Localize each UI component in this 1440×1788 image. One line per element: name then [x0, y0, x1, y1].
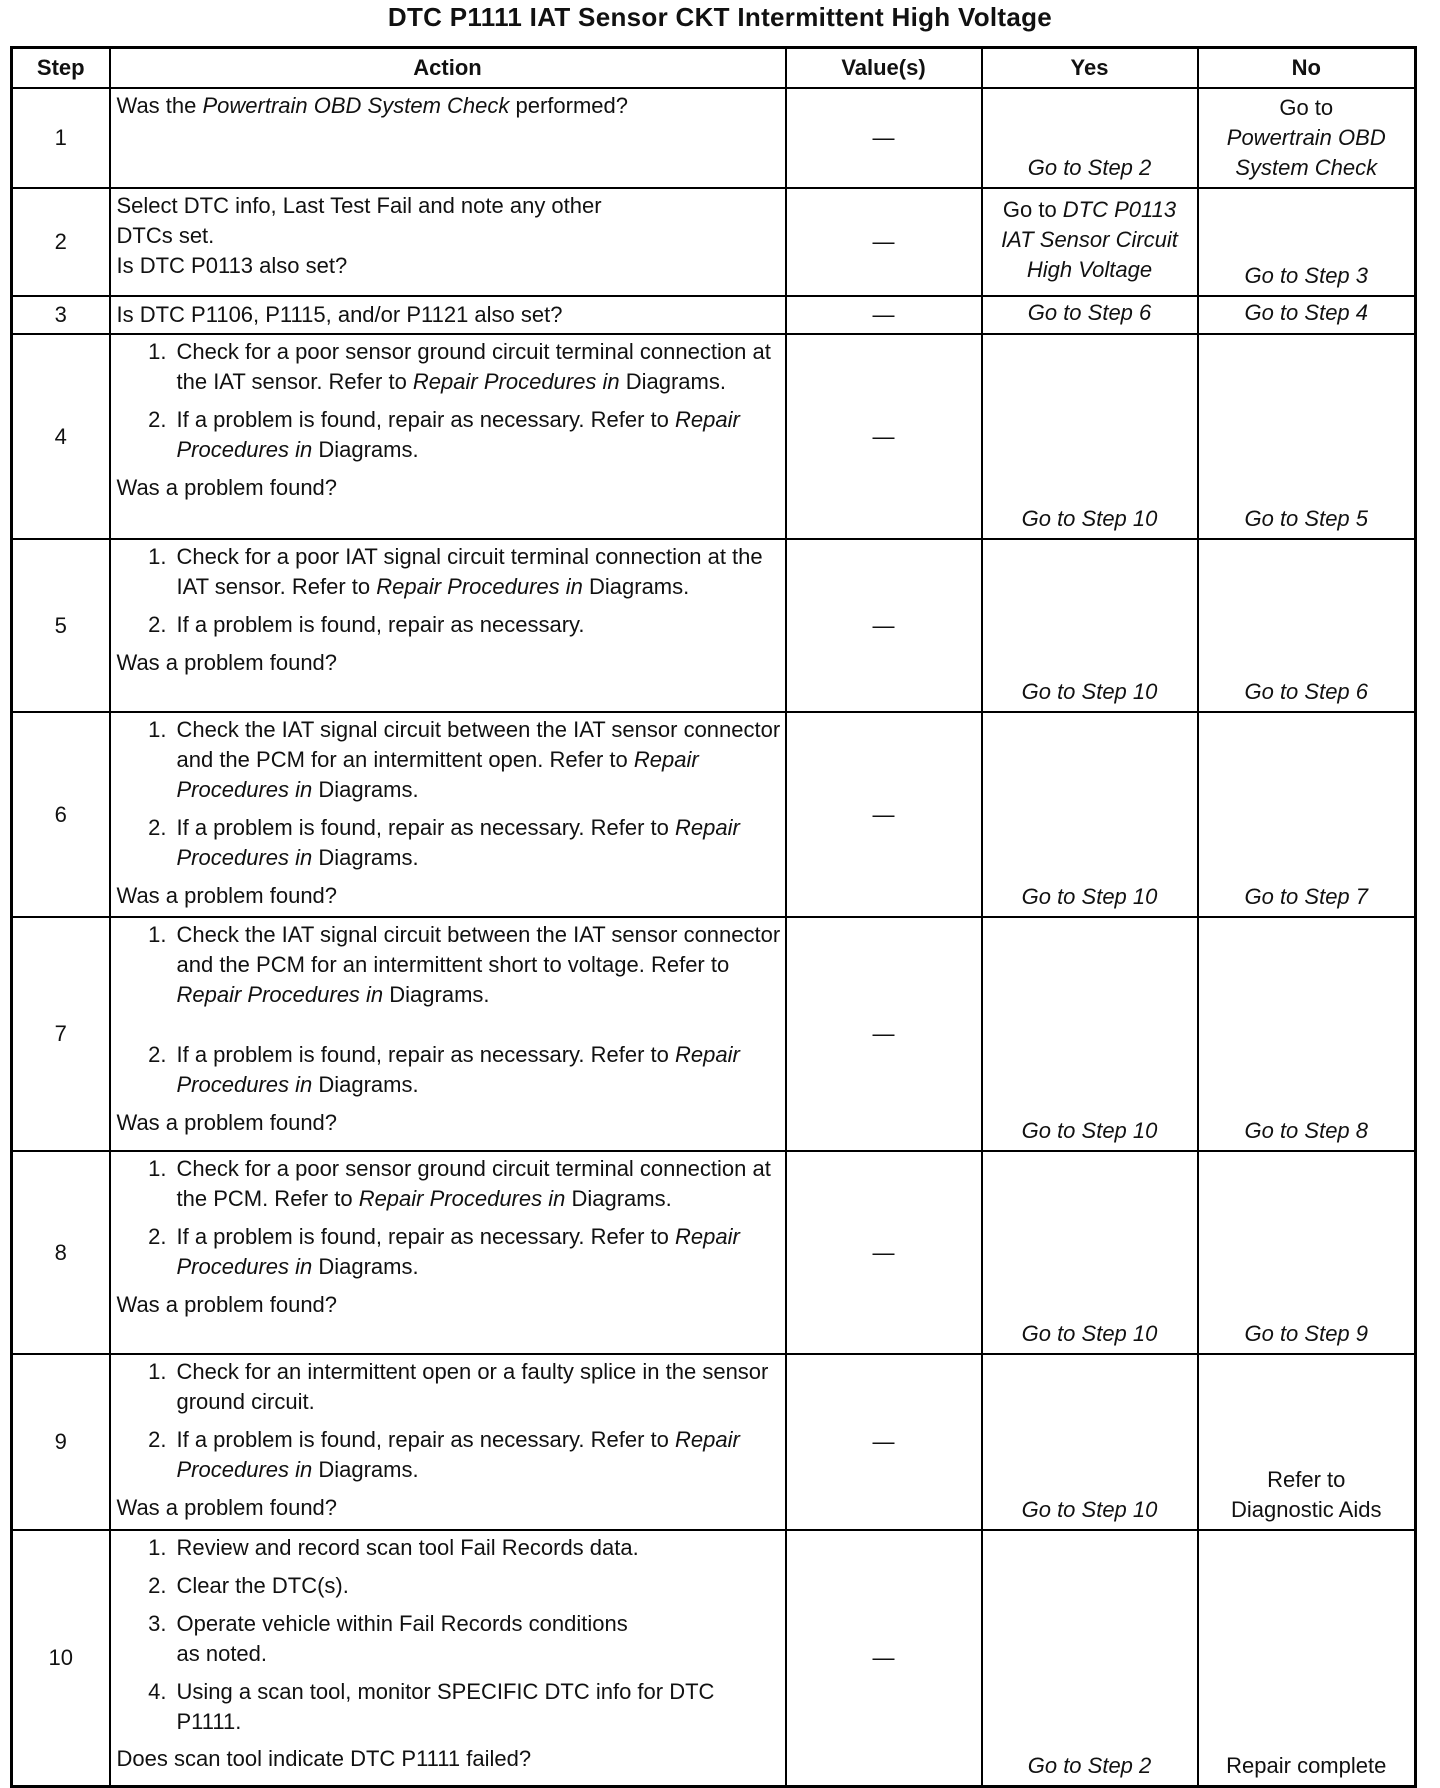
value-cell: — — [786, 1530, 982, 1786]
action-text: DTCs set. — [116, 222, 215, 248]
value-cell: — — [786, 188, 982, 296]
list-item: 2. If a problem is found, repair as necessary. Refer to Repair Procedures in Diagrams. — [148, 1426, 740, 1482]
table-row — [12, 1354, 1416, 1530]
no-cell: Go to Step 8 — [1198, 917, 1416, 1151]
table-row — [12, 88, 1416, 188]
header-yes: Yes — [982, 48, 1198, 89]
question-text: Was a problem found? — [116, 1291, 338, 1317]
list-item: 1. Check the IAT signal circuit between the IAT sensor connector and the PCM for an intermittent short to voltage. Refer to Repair Procedures in Diagrams. — [148, 922, 781, 1007]
no-line: Diagnostic Aids — [1231, 1497, 1382, 1523]
step-number: 8 — [12, 1151, 110, 1354]
step-number: 4 — [12, 334, 110, 539]
header-no: No — [1198, 48, 1416, 89]
action-text: Was the — [116, 93, 203, 118]
yes-cell: Go to Step 10 — [982, 334, 1198, 539]
no-line: Refer to — [1267, 1467, 1346, 1493]
no-cell: Go to Step 3 — [1198, 188, 1416, 296]
question-text: Was a problem found? — [116, 649, 338, 675]
action-cell — [110, 334, 786, 539]
table-row — [12, 1151, 1416, 1354]
step-number: 7 — [12, 917, 110, 1151]
value-cell: — — [786, 1354, 982, 1530]
question-text: Was a problem found? — [116, 474, 338, 500]
no-line: Powertrain OBD — [1226, 125, 1386, 151]
yes-prefix: Go to — [1002, 197, 1063, 223]
value-cell: — — [786, 539, 982, 712]
no-cell: Repair complete — [1198, 1530, 1416, 1786]
action-list — [117, 1357, 781, 1485]
no-cell: Go to Step 5 — [1198, 334, 1416, 539]
question-text: Was a problem found? — [116, 882, 338, 908]
table-row — [12, 296, 1416, 334]
list-item: 1. Check for a poor sensor ground circuit terminal connection at the PCM. Refer to Repair Procedures in Diagrams. — [148, 1156, 771, 1211]
question-text: Is DTC P0113 also set? — [116, 252, 348, 278]
table-header-row — [12, 48, 1416, 89]
value-cell: — — [786, 334, 982, 539]
header-action: Action — [110, 48, 786, 89]
yes-cell: Go to Step 6 — [982, 296, 1198, 334]
action-list — [117, 1533, 781, 1736]
yes-cell: Go to Step 10 — [982, 917, 1198, 1151]
page-title: DTC P1111 IAT Sensor CKT Intermittent High Voltage — [387, 2, 1053, 32]
yes-cell: Go to Step 10 — [982, 539, 1198, 712]
step-number: 3 — [12, 296, 110, 334]
question-text: Is DTC P1106, P1115, and/or P1121 also set? — [110, 296, 786, 334]
value-cell: — — [786, 917, 982, 1151]
step-number: 2 — [12, 188, 110, 296]
step-number: 5 — [12, 539, 110, 712]
question-text: Was a problem found? — [116, 1494, 338, 1520]
list-item: 4. Using a scan tool, monitor SPECIFIC DTC info for DTC P1111. — [148, 1678, 715, 1734]
no-line: System Check — [1235, 154, 1378, 180]
list-item: 3. Operate vehicle within Fail Records conditions as noted. — [148, 1610, 628, 1666]
list-item: 1. Check the IAT signal circuit between the IAT sensor connector and the PCM for an intermittent open. Refer to Repair Procedures in Diagrams. — [148, 717, 781, 802]
yes-line: High Voltage — [1026, 256, 1153, 282]
action-list — [117, 337, 781, 465]
list-item: 1. Check for a poor IAT signal circuit terminal connection at the IAT sensor. Refer to Repair Procedures in Diagrams. — [148, 544, 763, 599]
no-cell: Go to Step 9 — [1198, 1151, 1416, 1354]
list-item: 2. Clear the DTC(s). — [148, 1572, 349, 1598]
action-cell — [110, 1151, 786, 1354]
action-cell — [110, 1354, 786, 1530]
action-list — [117, 1154, 781, 1282]
step-number: 6 — [12, 712, 110, 917]
table-row — [12, 917, 1416, 1151]
value-cell: — — [786, 712, 982, 917]
no-line: Go to — [1279, 95, 1334, 121]
value-cell: — — [786, 296, 982, 334]
yes-cell: Go to Step 2 — [982, 88, 1198, 188]
yes-line: IAT Sensor Circuit — [1001, 227, 1178, 253]
yes-ref: DTC P0113 — [1062, 197, 1177, 223]
question-text: Does scan tool indicate DTC P1111 failed? — [116, 1746, 532, 1772]
no-cell — [1198, 1354, 1416, 1530]
action-list — [117, 542, 781, 640]
action-text: Select DTC info, Last Test Fail and note any other — [116, 193, 602, 218]
action-text: performed? — [509, 93, 628, 118]
no-cell — [1198, 88, 1416, 188]
step-number: 9 — [12, 1354, 110, 1530]
value-cell: — — [786, 1151, 982, 1354]
table-row — [12, 334, 1416, 539]
header-step: Step — [12, 48, 110, 89]
action-cell — [110, 917, 786, 1151]
list-item: 1. Check for a poor sensor ground circuit terminal connection at the IAT sensor. Refer to Repair Procedures in Diagrams. — [148, 339, 771, 394]
step-number: 10 — [12, 1530, 110, 1786]
action-cell — [110, 188, 786, 296]
yes-line — [987, 195, 1193, 225]
list-item: 2. If a problem is found, repair as necessary. Refer to Repair Procedures in Diagrams. — [148, 406, 740, 462]
list-item: 2. If a problem is found, repair as necessary. Refer to Repair Procedures in Diagrams. — [148, 1223, 740, 1279]
table-row — [12, 188, 1416, 296]
action-cell — [110, 712, 786, 917]
action-cell — [110, 539, 786, 712]
action-list — [117, 920, 781, 1100]
action-cell — [110, 88, 786, 188]
table-row — [12, 539, 1416, 712]
yes-cell: Go to Step 10 — [982, 712, 1198, 917]
list-item: 2. If a problem is found, repair as necessary. Refer to Repair Procedures in Diagrams. — [148, 1041, 740, 1097]
yes-cell: Go to Step 10 — [982, 1354, 1198, 1530]
action-cell — [110, 1530, 786, 1786]
action-ref-italic: Powertrain OBD System Check — [202, 93, 510, 118]
table-row — [12, 1530, 1416, 1786]
step-number: 1 — [12, 88, 110, 188]
table-row — [12, 712, 1416, 917]
yes-cell: Go to Step 2 — [982, 1530, 1198, 1786]
header-values: Value(s) — [786, 48, 982, 89]
no-cell: Go to Step 4 — [1198, 296, 1416, 334]
diagnostic-table — [10, 46, 1417, 1788]
list-item: 2. If a problem is found, repair as necessary. — [148, 611, 585, 637]
yes-cell: Go to Step 10 — [982, 1151, 1198, 1354]
no-cell: Go to Step 6 — [1198, 539, 1416, 712]
action-list — [117, 715, 781, 873]
list-item: 2. If a problem is found, repair as necessary. Refer to Repair Procedures in Diagrams. — [148, 814, 740, 870]
no-cell: Go to Step 7 — [1198, 712, 1416, 917]
question-text: Was a problem found? — [116, 1109, 338, 1135]
list-item: 1. Check for an intermittent open or a faulty splice in the sensor ground circuit. — [148, 1359, 769, 1414]
yes-cell — [982, 188, 1198, 296]
list-item: 1. Review and record scan tool Fail Records data. — [148, 1535, 639, 1560]
value-cell: — — [786, 88, 982, 188]
